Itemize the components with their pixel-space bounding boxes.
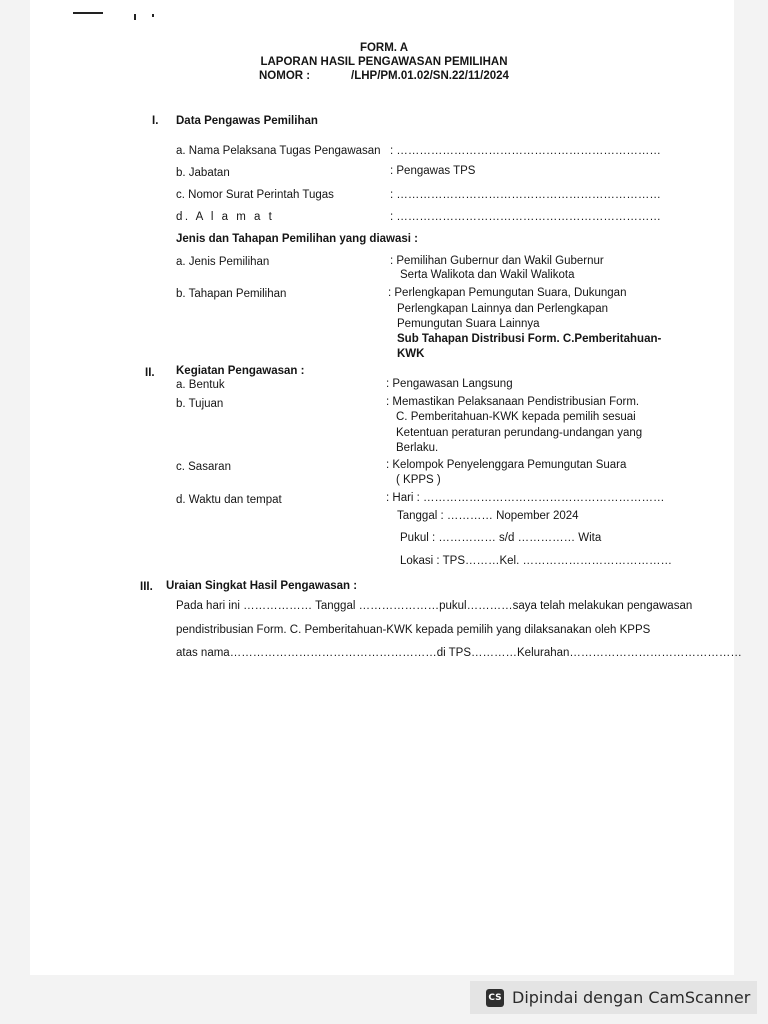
nama-pelaksana-value: : ……………………………………………………………	[390, 145, 661, 157]
lokasi-field: Lokasi : TPS………Kel. …………………………………	[400, 555, 672, 567]
nomor-surat-value: : ……………………………………………………………	[390, 189, 661, 201]
hari-field: : Hari : ………………………………………………………	[386, 492, 665, 504]
pukul-field: Pukul : …………… s/d …………… Wita	[400, 532, 602, 544]
alamat-value: : ……………………………………………………………	[390, 211, 661, 223]
tujuan-value: Berlaku.	[396, 442, 439, 454]
section-1-title: Data Pengawas Pemilihan	[176, 115, 318, 127]
sasaran-value: ( KPPS )	[396, 474, 441, 486]
uraian-line: atas nama………………………………………………di TPS…………Kelurahan………………………………………	[176, 647, 742, 659]
tahapan-pemilihan-label: b. Tahapan Pemilihan	[176, 288, 287, 300]
bentuk-label: a. Bentuk	[176, 379, 225, 391]
section-3-title: Uraian Singkat Hasil Pengawasan :	[166, 580, 358, 592]
tujuan-value: Ketentuan peraturan perundang-undangan yang	[396, 427, 643, 439]
document-title: LAPORAN HASIL PENGAWASAN PEMILIHAN	[260, 56, 508, 68]
sasaran-label: c. Sasaran	[176, 461, 231, 473]
tanggal-field: Tanggal : ………… Nopember 2024	[397, 510, 579, 522]
waktu-tempat-label: d. Waktu dan tempat	[176, 494, 282, 506]
sub-tahapan-value: KWK	[397, 348, 425, 360]
nomor-value: /LHP/PM.01.02/SN.22/11/2024	[351, 70, 509, 82]
jenis-pemilihan-value: : Pemilihan Gubernur dan Wakil Gubernur	[390, 255, 604, 267]
nama-pelaksana-label: a. Nama Pelaksana Tugas Pengawasan	[176, 145, 381, 157]
scan-mark	[73, 12, 103, 14]
uraian-line: Pada hari ini ……………… Tanggal …………………pukul…………saya telah melakukan pengawasan	[176, 600, 693, 612]
camscanner-label: Dipindai dengan CamScanner	[512, 988, 751, 1007]
nomor-label: NOMOR :	[259, 70, 311, 82]
jenis-pemilihan-value: Serta Walikota dan Wakil Walikota	[400, 269, 575, 281]
jabatan-label: b. Jabatan	[176, 167, 230, 179]
section-1-number: I.	[152, 115, 159, 127]
jenis-pemilihan-label: a. Jenis Pemilihan	[176, 256, 270, 268]
form-label: FORM. A	[359, 42, 409, 54]
tahapan-pemilihan-value: : Perlengkapan Pemungutan Suara, Dukungan	[388, 287, 627, 299]
tujuan-value: : Memastikan Pelaksanaan Pendistribusian Form.	[386, 396, 640, 408]
tujuan-value: C. Pemberitahuan-KWK kepada pemilih sesuai	[396, 411, 636, 423]
tahapan-pemilihan-value: Pemungutan Suara Lainnya	[397, 318, 540, 330]
uraian-line: pendistribusian Form. C. Pemberitahuan-KWK kepada pemilih yang dilaksanakan oleh KPPS	[176, 624, 651, 636]
sasaran-value: : Kelompok Penyelenggara Pemungutan Suara	[386, 459, 627, 471]
tujuan-label: b. Tujuan	[176, 398, 224, 410]
scan-mark	[134, 14, 136, 20]
scan-mark	[152, 14, 154, 17]
camscanner-icon: CS	[486, 989, 504, 1007]
nomor-surat-label: c. Nomor Surat Perintah Tugas	[176, 189, 334, 201]
bentuk-value: : Pengawasan Langsung	[386, 378, 513, 390]
tahapan-pemilihan-value: Perlengkapan Lainnya dan Perlengkapan	[397, 303, 608, 315]
jabatan-value: : Pengawas TPS	[390, 165, 476, 177]
section-2-title: Kegiatan Pengawasan :	[176, 365, 305, 377]
alamat-label: d. A l a m a t	[176, 211, 275, 223]
camscanner-badge	[470, 981, 757, 1014]
section-3-number: III.	[140, 581, 153, 593]
section-2-number: II.	[145, 367, 155, 379]
sub-tahapan-value: Sub Tahapan Distribusi Form. C.Pemberitahuan-	[397, 333, 662, 345]
jenis-tahapan-title: Jenis dan Tahapan Pemilihan yang diawasi :	[176, 233, 418, 245]
